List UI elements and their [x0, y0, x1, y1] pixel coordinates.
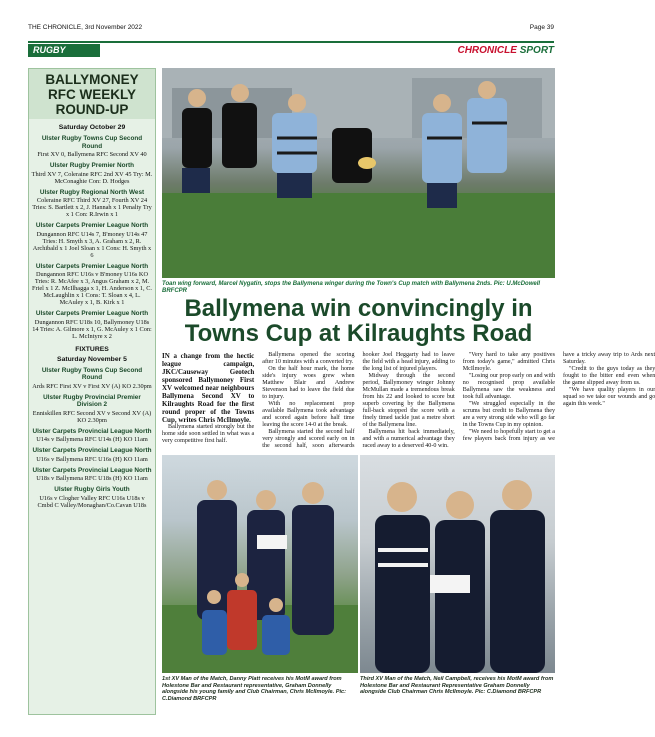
result-text: Dungannon RFC U14s 7, B'money U14s 47 Tries: H. Smyth x 3, A. Graham x 2, R. Archibald x 1 Joel Sloan x 1 Cons: H. Smyth x 6	[32, 230, 152, 259]
fixture-heading: Ulster Carpets Provincial League North	[32, 427, 152, 435]
bottom-right-caption: Third XV Man of the Match, Neil Campbell, receives his MotM award from Holestone Bar and Restaurant Representative Graham Donnelly alongside Club Chairman Chris McIlmoyle. Pic: C.Diamond BRFCPR	[360, 676, 554, 696]
article-paragraph: With no replacement prop available Ballymena took advantage and scored again before half time leaving the score 14-0 at the break.	[262, 401, 355, 428]
results-date: Saturday October 29	[58, 124, 126, 131]
result-text: Dungannon RFC U16s v B'money U16s KO Tries: R. McAfee x 3, Angus Graham x 2, M. Friel x 1 Z. McIlhagga x 1, H. Anderson x 1, C. McLaughlin x 1 Cons: T. Sloan x 4, L. McAuley x 1, B. Kirk x 1	[32, 271, 152, 306]
results-list	[31, 135, 153, 340]
fixtures-list	[31, 367, 153, 509]
fixtures-date: Saturday November 5	[57, 355, 127, 363]
top-photo-caption: Toan wing forward, Marcel Nygatin, stops the Ballymena winger during the Town's Cup match with Ballymena 2nds. Pic: U.McDowell BRFCPR	[162, 281, 541, 294]
article-paragraph: "Credit to the guys today as they fought to the bitter end even when the game slipped away from us.	[563, 366, 655, 386]
brand-logo	[457, 44, 554, 57]
bottom-left-caption: 1st XV Man of the Match, Danny Platt receives his MotM award from Holestone Bar and Restaurant representative, Graham Donnelly alongside his young family and Club Chairman, Chris McIlmoyle. Pic: C.Diamond BRFCPR	[162, 676, 347, 702]
motm-award-photo	[360, 455, 555, 673]
article-headline: Ballymena win convincingly in Towns Cup at Kilraughts Road	[184, 295, 533, 347]
article-paragraph: Ballymena started strongly but the home side soon settled in what was a very competitive first half.	[162, 424, 255, 444]
fixture-text: Ards RFC First XV v First XV (A) KO 2.30pm	[32, 382, 152, 390]
result-heading: Ulster Carpets Premier League North	[35, 222, 149, 229]
fixture-heading: Ulster Carpets Provincial League North	[32, 447, 152, 454]
fixtures-title: FIXTURES	[75, 345, 109, 353]
article-lead: IN a change from the hectic league campaign, JKC/Causeway Geotech sponsored Ballymoney First XV welcomed near neighbours Ballymena Second XV to Kilraughts Road for the first round proper of the Towns Cup, writes Chris McIlmoyle.	[162, 352, 255, 424]
article-paragraph: "We have quality players in our squad so we take our wounds and go again this week."	[563, 387, 655, 407]
publication-date: THE CHRONICLE, 3rd November 2022	[28, 24, 143, 31]
section-tag: RUGBY	[28, 44, 100, 57]
roundup-sidebar	[28, 68, 156, 715]
result-text: First XV 0, Ballymena RFC Second XV 40	[37, 151, 147, 158]
fixture-text: U14s v Ballymena RFC U14s (H) KO 11am	[36, 436, 148, 443]
fixture-text: U18s v Ballymena RFC U18s (H) KO 11am	[36, 475, 148, 482]
result-heading: Ulster Rugby Premier North	[49, 162, 135, 169]
article-paragraph: Midway through the second period, Ballymoney winger Johnny McMullan made a tremendous break from his 22 and looked to score but superb covering by the Ballymena full-back stopped the score with a finely timed tackle just a metre short of the Ballymena line.	[362, 373, 455, 428]
article-paragraph: Ballymena hit back immediately, and with a numerical advantage they raced away to a deserved 40-0 win.	[362, 429, 455, 449]
article-paragraph: On the half hour mark, the home side's injury woes grew when Matthew Blair and Andrew Stevenson had to leave the field due to injury.	[262, 366, 355, 400]
brand-part-1: CHRONICLE	[457, 45, 517, 56]
result-text: Third XV 7, Coleraine RFC 2nd XV 45 Try: M. McConaghie Con: D. Hodges	[31, 170, 153, 185]
fixture-heading: Ulster Rugby Towns Cup Second Round	[41, 366, 143, 381]
article-paragraph: "We struggled especially in the scrums but credit to Ballymena they are a very strong side who will go far in the Towns Cup in my opinion.	[462, 401, 555, 428]
result-text: Dungannon RFC U18s 10, Ballymoney U18s 14 Tries: A. Gilmore x 1, G. McAuley x 1 Con: L. McIntyre x 2	[32, 318, 152, 340]
result-heading: Ulster Carpets Premier League North	[35, 310, 149, 317]
fixture-text: U16s v Ballymena RFC U16s (H) KO 11am	[36, 455, 148, 463]
section-bar	[28, 41, 554, 56]
result-heading: Ulster Rugby Regional North West	[39, 188, 145, 196]
article-body	[162, 352, 655, 452]
match-action-photo	[162, 68, 555, 278]
fixture-heading: Ulster Carpets Provincial League North	[32, 466, 152, 474]
article-paragraph: Ballymena started the second half very strongly and scored early on in the second half, soon afterwards hooker Joel Heggarty had to leave the field with a head injury, adding to the long list of injured players.	[262, 352, 455, 449]
page-number: Page 39	[529, 24, 554, 31]
article-paragraph: Ballymena opened the scoring after 10 minutes with a converted try.	[262, 352, 355, 365]
fixture-heading: Ulster Rugby Girls Youth	[54, 486, 130, 493]
article-paragraph: "Losing our prop early on and with no recognised prop available Ballymena saw the weakness and took full advantage.	[462, 373, 555, 400]
fixture-text: U16s v Clogher Valley RFC U16s U18s v Cmbd C Valley/Monaghan/Co.Cavan U18s	[37, 494, 147, 509]
result-text: Coleraine RFC Third XV 27, Fourth XV 24 Tries: S. Bartlett x 2, J. Hannah x 1 Penalty Try x 1 Con: R.Irwin x 1	[32, 197, 152, 218]
article-paragraph: "We need to hopefully start to get a few players back from injury as we have a tricky away trip to Ards next Saturday.	[462, 352, 655, 442]
page-header	[28, 24, 554, 36]
fixture-heading: Ulster Rugby Provincial Premier Division 2	[43, 393, 141, 408]
article-paragraph: "Very hard to take any positives from today's game," admitted Chris McIlmoyle.	[462, 352, 555, 372]
result-heading: Ulster Carpets Premier League North	[35, 262, 149, 270]
result-heading: Ulster Rugby Towns Cup Second Round	[41, 135, 143, 150]
sidebar-title: BALLYMONEY RFC WEEKLY ROUND-UP	[29, 69, 155, 119]
fixture-text: Enniskillen RFC Second XV v Second XV (A) KO 2.30pm	[32, 409, 152, 424]
motm-family-photo	[162, 455, 358, 673]
brand-part-2: SPORT	[519, 45, 554, 56]
